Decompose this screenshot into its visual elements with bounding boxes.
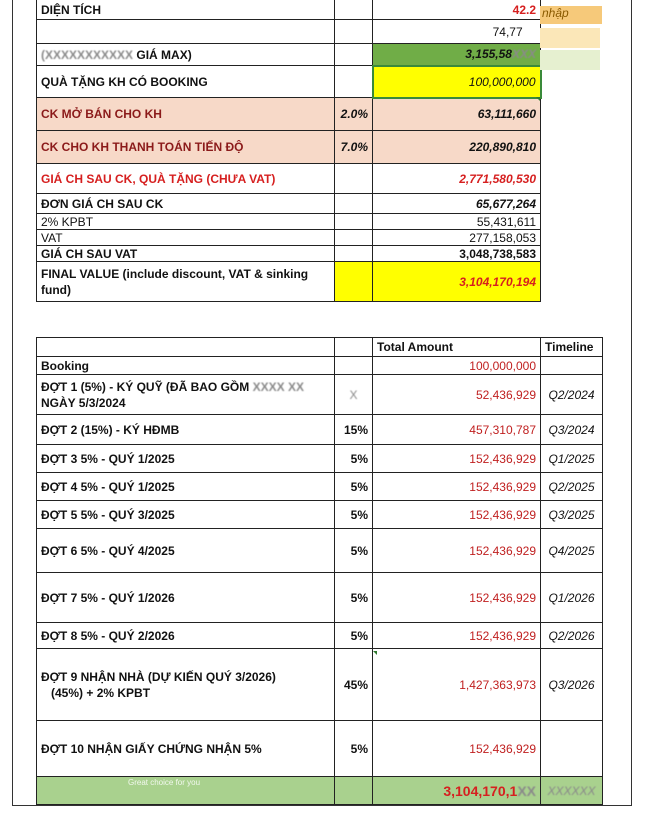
- value-unit-price: 74,77: [373, 20, 541, 44]
- label-price-after-vat: GIÁ CH SAU VAT: [37, 246, 335, 262]
- value-opening-discount: 63,111,660: [373, 98, 541, 131]
- label-gift: QUÀ TẶNG KH CÓ BOOKING: [37, 66, 335, 98]
- label-area: DIỆN TÍCH: [37, 0, 335, 20]
- table-row: [37, 501, 603, 529]
- row-amount: 152,436,929: [373, 721, 541, 777]
- value-price-after-vat: 3,048,738,583: [373, 246, 541, 262]
- row-price-after-discount: [37, 164, 541, 194]
- label-kpbt: 2% KPBT: [37, 214, 335, 230]
- row-unit-after-discount: [37, 194, 541, 214]
- row-label: ĐỢT 6 5% - QUÝ 4/2025: [37, 529, 335, 573]
- row-timeline: Q1/2025: [541, 445, 603, 473]
- row-timeline: Q2/2025: [541, 473, 603, 501]
- table-row: [37, 529, 603, 573]
- row-label: ĐỢT 1 (5%) - KÝ QUỸ (ĐÃ BAO GỒM XXXX XX NGÀY 5/3/2024: [37, 375, 335, 415]
- label-blurred: [37, 20, 335, 44]
- row-pct: 5%: [335, 445, 373, 473]
- row-amount: 152,436,929: [373, 623, 541, 649]
- row-label: ĐỢT 8 5% - QUÝ 2/2026: [37, 623, 335, 649]
- total-amount: 3,104,170,1XX: [373, 777, 541, 805]
- row-pct: 5%: [335, 529, 373, 573]
- watermark-tagline: Great choice for you: [128, 778, 201, 787]
- label-progress-discount: CK CHO KH THANH TOÁN TIẾN ĐỘ: [37, 131, 335, 164]
- payment-schedule-table: [36, 337, 603, 805]
- row-area: [37, 0, 541, 20]
- total-timeline-blurred: XXXXXX: [541, 777, 603, 805]
- row-label: ĐỢT 3 5% - QUÝ 1/2025: [37, 445, 335, 473]
- pct-progress-discount: 7.0%: [335, 131, 373, 164]
- row-progress-discount: [37, 131, 541, 164]
- row-opening-discount: [37, 98, 541, 131]
- row-amount: 152,436,929: [373, 529, 541, 573]
- row-label: ĐỢT 9 NHẬN NHÀ (DỰ KIẾN QUÝ 3/2026) (45%) + 2% KPBT: [37, 649, 335, 721]
- row-label: Booking: [37, 357, 335, 375]
- table-row: [37, 623, 603, 649]
- row-pct: 5%: [335, 623, 373, 649]
- row-pct: 15%: [335, 415, 373, 445]
- row-timeline: Q2/2024: [541, 375, 603, 415]
- value-vat: 277,158,053: [373, 230, 541, 246]
- value-final-value: 3,104,170,194: [373, 262, 541, 302]
- row-timeline: Q1/2026: [541, 573, 603, 623]
- cell-note-marker: [373, 651, 377, 655]
- row-pct: 5%: [335, 721, 373, 777]
- row-timeline: Q4/2025: [541, 529, 603, 573]
- row-amount: 457,310,787: [373, 415, 541, 445]
- note-strip-2: [540, 28, 600, 48]
- note-nhap: nhập: [540, 6, 602, 24]
- label-unit-after-discount: ĐƠN GIÁ CH SAU CK: [37, 194, 335, 214]
- row-label: ĐỢT 7 5% - QUÝ 1/2026: [37, 573, 335, 623]
- value-max-price: 3,155,58XXX: [373, 44, 541, 66]
- row-timeline: Q3/2024: [541, 415, 603, 445]
- row-amount: 52,436,929: [373, 375, 541, 415]
- row-timeline: Q3/2025: [541, 501, 603, 529]
- label-final-value: FINAL VALUE (include discount, VAT & sinking fund): [37, 262, 335, 302]
- row-amount: 152,436,929: [373, 501, 541, 529]
- row-timeline: Q2/2026: [541, 623, 603, 649]
- table-row: [37, 473, 603, 501]
- row-timeline: Q3/2026: [541, 649, 603, 721]
- label-price-after-discount: GIÁ CH SAU CK, QUÀ TẶNG (CHƯA VAT): [37, 164, 335, 194]
- schedule-header-row: [37, 338, 603, 357]
- value-area: 42.2: [373, 0, 541, 20]
- row-amount: 152,436,929: [373, 573, 541, 623]
- row-amount: 1,427,363,973: [373, 649, 541, 721]
- row-vat: [37, 230, 541, 246]
- label-opening-discount: CK MỞ BÁN CHO KH: [37, 98, 335, 131]
- value-gift[interactable]: 100,000,000: [373, 66, 541, 98]
- row-unit-price: [37, 20, 541, 44]
- row-amount: 152,436,929: [373, 473, 541, 501]
- table-row: [37, 573, 603, 623]
- row-pct-blurred: X: [335, 375, 373, 415]
- table-row: [37, 375, 603, 415]
- header-total-amount: Total Amount: [373, 338, 541, 357]
- watermark-text: SoSanhNha.com: [75, 757, 209, 774]
- row-price-after-vat: [37, 246, 541, 262]
- table-row: [37, 649, 603, 721]
- pct-opening-discount: 2.0%: [335, 98, 373, 131]
- table-row: [37, 415, 603, 445]
- cell-handle-marker: [536, 97, 540, 101]
- row-pct: 5%: [335, 473, 373, 501]
- row-pct: 5%: [335, 501, 373, 529]
- header-timeline: Timeline: [541, 338, 603, 357]
- label-vat: VAT: [37, 230, 335, 246]
- label-max-price: (XXXXXXXXXXX GIÁ MAX): [37, 44, 335, 66]
- value-kpbt: 55,431,611: [373, 214, 541, 230]
- row-label: ĐỢT 10 NHẬN GIẤY CHỨNG NHẬN 5%: [37, 721, 335, 777]
- row-label: ĐỢT 5 5% - QUÝ 3/2025: [37, 501, 335, 529]
- pricing-table: [36, 0, 542, 302]
- row-pct: 45%: [335, 649, 373, 721]
- total-row: [37, 777, 603, 805]
- row-label: ĐỢT 2 (15%) - KÝ HĐMB: [37, 415, 335, 445]
- table-row: [37, 357, 603, 375]
- row-amount: 100,000,000: [373, 357, 541, 375]
- table-row: [37, 445, 603, 473]
- value-price-after-discount: 2,771,580,530: [373, 164, 541, 194]
- value-progress-discount: 220,890,810: [373, 131, 541, 164]
- row-amount: 152,436,929: [373, 445, 541, 473]
- row-max-price: [37, 44, 541, 66]
- row-label: ĐỢT 4 5% - QUÝ 1/2025: [37, 473, 335, 501]
- row-pct: 5%: [335, 573, 373, 623]
- value-unit-after-discount: 65,677,264: [373, 194, 541, 214]
- row-kpbt: [37, 214, 541, 230]
- row-gift: [37, 66, 541, 98]
- note-strip-3: [540, 50, 600, 70]
- row-final-value: [37, 262, 541, 302]
